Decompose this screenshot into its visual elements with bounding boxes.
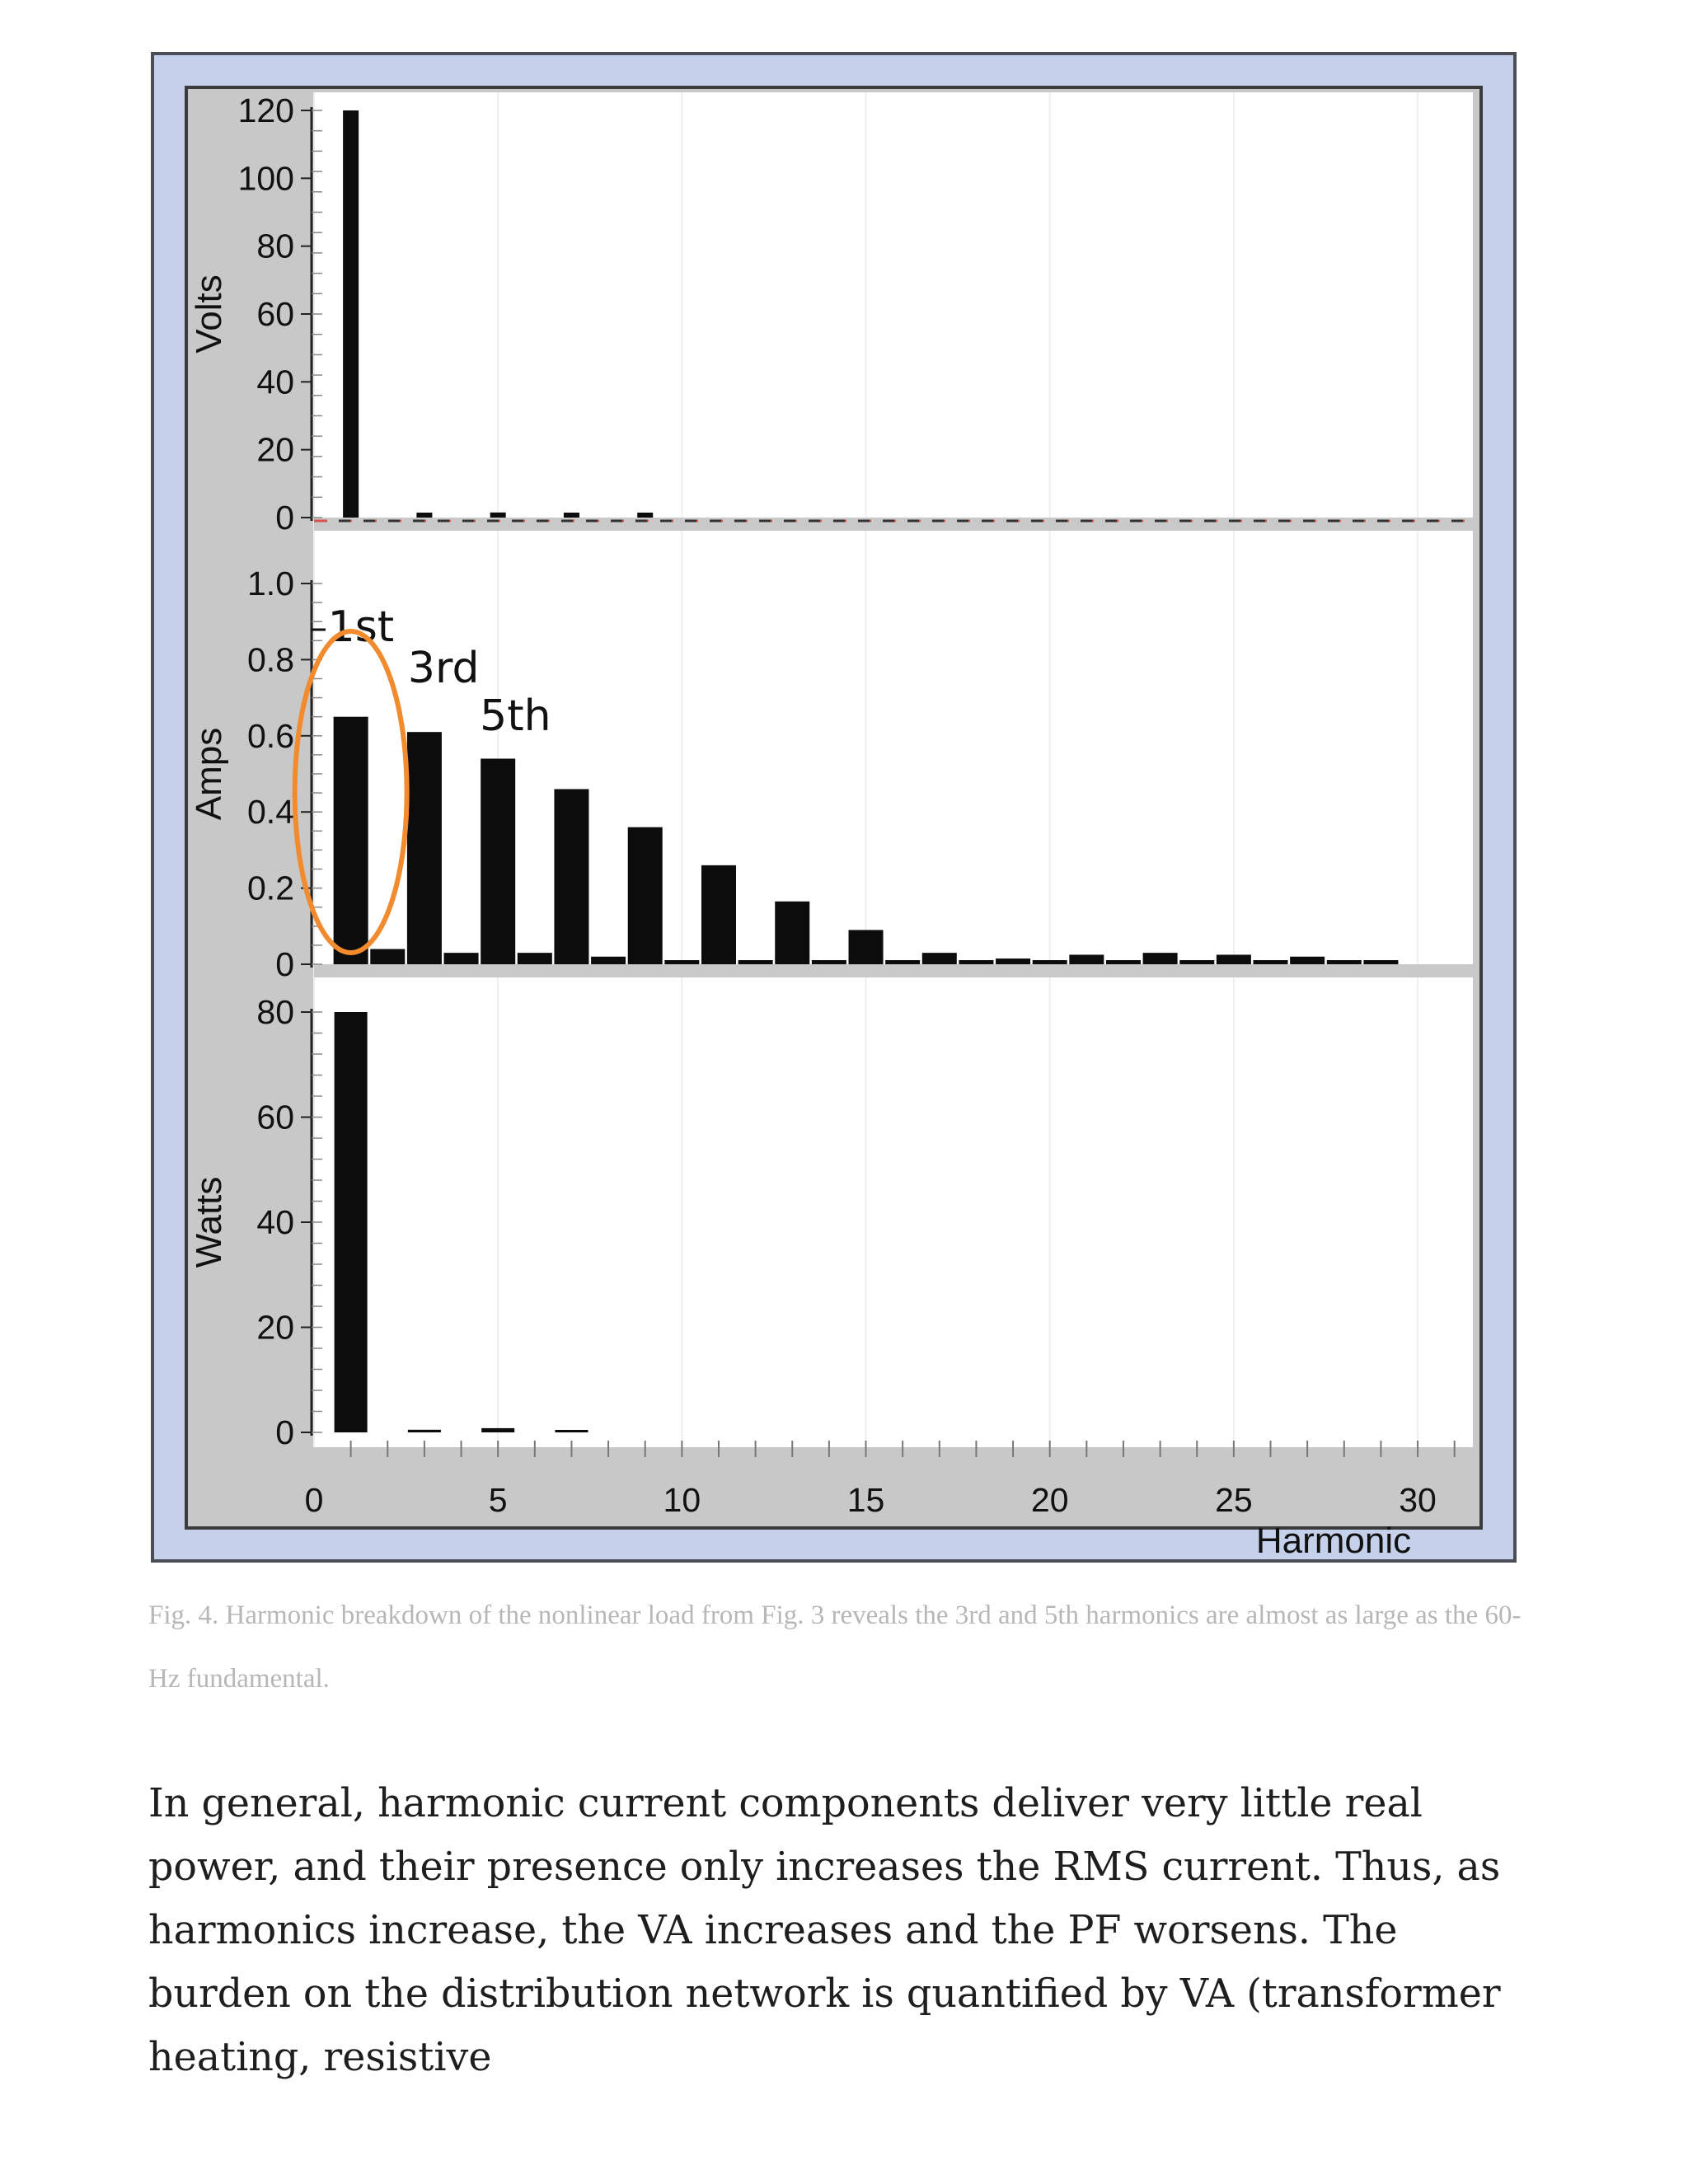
y-tick-label: 0.4 <box>247 793 294 832</box>
y-tick-label: 60 <box>256 1098 294 1137</box>
bar-harmonic-16 <box>885 960 920 964</box>
bar-harmonic-12 <box>738 960 773 964</box>
bar-harmonic-11 <box>701 865 736 964</box>
bar-harmonic-6 <box>518 953 552 964</box>
y-tick-label: 40 <box>256 1203 294 1241</box>
bar-harmonic-20 <box>1033 960 1067 964</box>
bar-harmonic-23 <box>1143 953 1178 964</box>
y-tick-label: 1.0 <box>247 565 294 602</box>
y-axis-title: Amps <box>189 727 229 821</box>
bar-harmonic-29 <box>1363 960 1398 964</box>
body-paragraph: In general, harmonic current components deliver very little real power, and their presence only increases the RMS current. Thus, as harmonics increase, the VA increases and the PF worsens. The burden on the distribution network is quantified by VA (transformer heating, resistive <box>148 1781 1501 2080</box>
y-tick-label: 0.6 <box>247 716 294 755</box>
bar-harmonic-9 <box>637 513 653 518</box>
bar-harmonic-25 <box>1217 954 1251 964</box>
panel-separator <box>314 964 1473 977</box>
y-axis-title: Watts <box>189 1176 229 1268</box>
x-tick-label: 10 <box>663 1481 701 1519</box>
y-tick-label: 0 <box>275 499 294 537</box>
x-tick-label: 25 <box>1215 1481 1253 1519</box>
figure-caption: Fig. 4. Harmonic breakdown of the nonlinear load from Fig. 3 reveals the 3rd and 5th harmonics are almost as large as the 60-Hz fundamental. <box>148 1601 1522 1694</box>
bar-harmonic-7 <box>555 1430 588 1432</box>
y-tick-label: 40 <box>256 363 294 401</box>
y-tick-label: 0 <box>275 1413 294 1451</box>
bar-harmonic-7 <box>564 513 579 518</box>
bar-harmonic-5 <box>481 759 515 964</box>
y-tick-label: 80 <box>256 227 294 265</box>
bar-harmonic-10 <box>664 960 699 964</box>
panel-separator <box>314 518 1473 531</box>
harmonic-chart <box>188 89 1479 1561</box>
bar-harmonic-1 <box>335 1012 368 1432</box>
y-tick-label: 60 <box>256 295 294 333</box>
annotation-5th: 5th <box>480 691 551 741</box>
bar-harmonic-21 <box>1069 954 1104 964</box>
bar-harmonic-26 <box>1254 960 1288 964</box>
y-tick-label: 0.8 <box>247 640 294 679</box>
x-tick-label: 30 <box>1399 1481 1437 1519</box>
x-tick-label: 20 <box>1030 1481 1069 1519</box>
bar-harmonic-1 <box>343 110 359 518</box>
chart-area <box>185 86 1483 1561</box>
bar-harmonic-17 <box>922 953 957 964</box>
bar-harmonic-28 <box>1327 960 1362 964</box>
annotation-1st: 1st <box>327 602 395 652</box>
y-tick-label: 120 <box>237 91 294 129</box>
x-tick-label: 15 <box>846 1481 885 1519</box>
figure-frame <box>151 52 1517 1563</box>
bar-harmonic-9 <box>628 827 663 964</box>
y-axis-title: Volts <box>189 274 229 354</box>
bar-harmonic-15 <box>849 930 884 964</box>
y-tick-label: 100 <box>237 159 294 198</box>
bar-harmonic-5 <box>481 1428 514 1432</box>
bar-harmonic-3 <box>407 732 442 964</box>
bar-harmonic-4 <box>444 953 479 964</box>
y-tick-label: 20 <box>256 1308 294 1347</box>
y-tick-label: 20 <box>256 430 294 469</box>
bar-harmonic-14 <box>812 960 846 964</box>
bar-harmonic-1 <box>334 717 368 964</box>
bar-harmonic-5 <box>490 513 506 518</box>
x-tick-label: 0 <box>304 1481 324 1519</box>
bar-harmonic-3 <box>408 1430 441 1432</box>
bar-harmonic-22 <box>1106 960 1141 964</box>
bar-harmonic-24 <box>1179 960 1214 964</box>
x-tick-label: 5 <box>488 1481 508 1519</box>
bar-harmonic-8 <box>591 957 626 964</box>
x-axis-title: Harmonic <box>1255 1521 1412 1561</box>
bar-harmonic-7 <box>554 789 588 964</box>
bar-harmonic-13 <box>775 902 809 964</box>
bar-harmonic-18 <box>959 960 993 964</box>
y-tick-label: 0.2 <box>247 869 294 907</box>
bar-harmonic-19 <box>996 958 1030 964</box>
bar-harmonic-27 <box>1290 957 1325 964</box>
annotation-3rd: 3rd <box>407 644 480 693</box>
y-tick-label: 0 <box>275 945 294 983</box>
y-tick-label: 80 <box>256 993 294 1031</box>
bar-harmonic-3 <box>416 513 432 518</box>
bar-harmonic-2 <box>370 949 405 964</box>
